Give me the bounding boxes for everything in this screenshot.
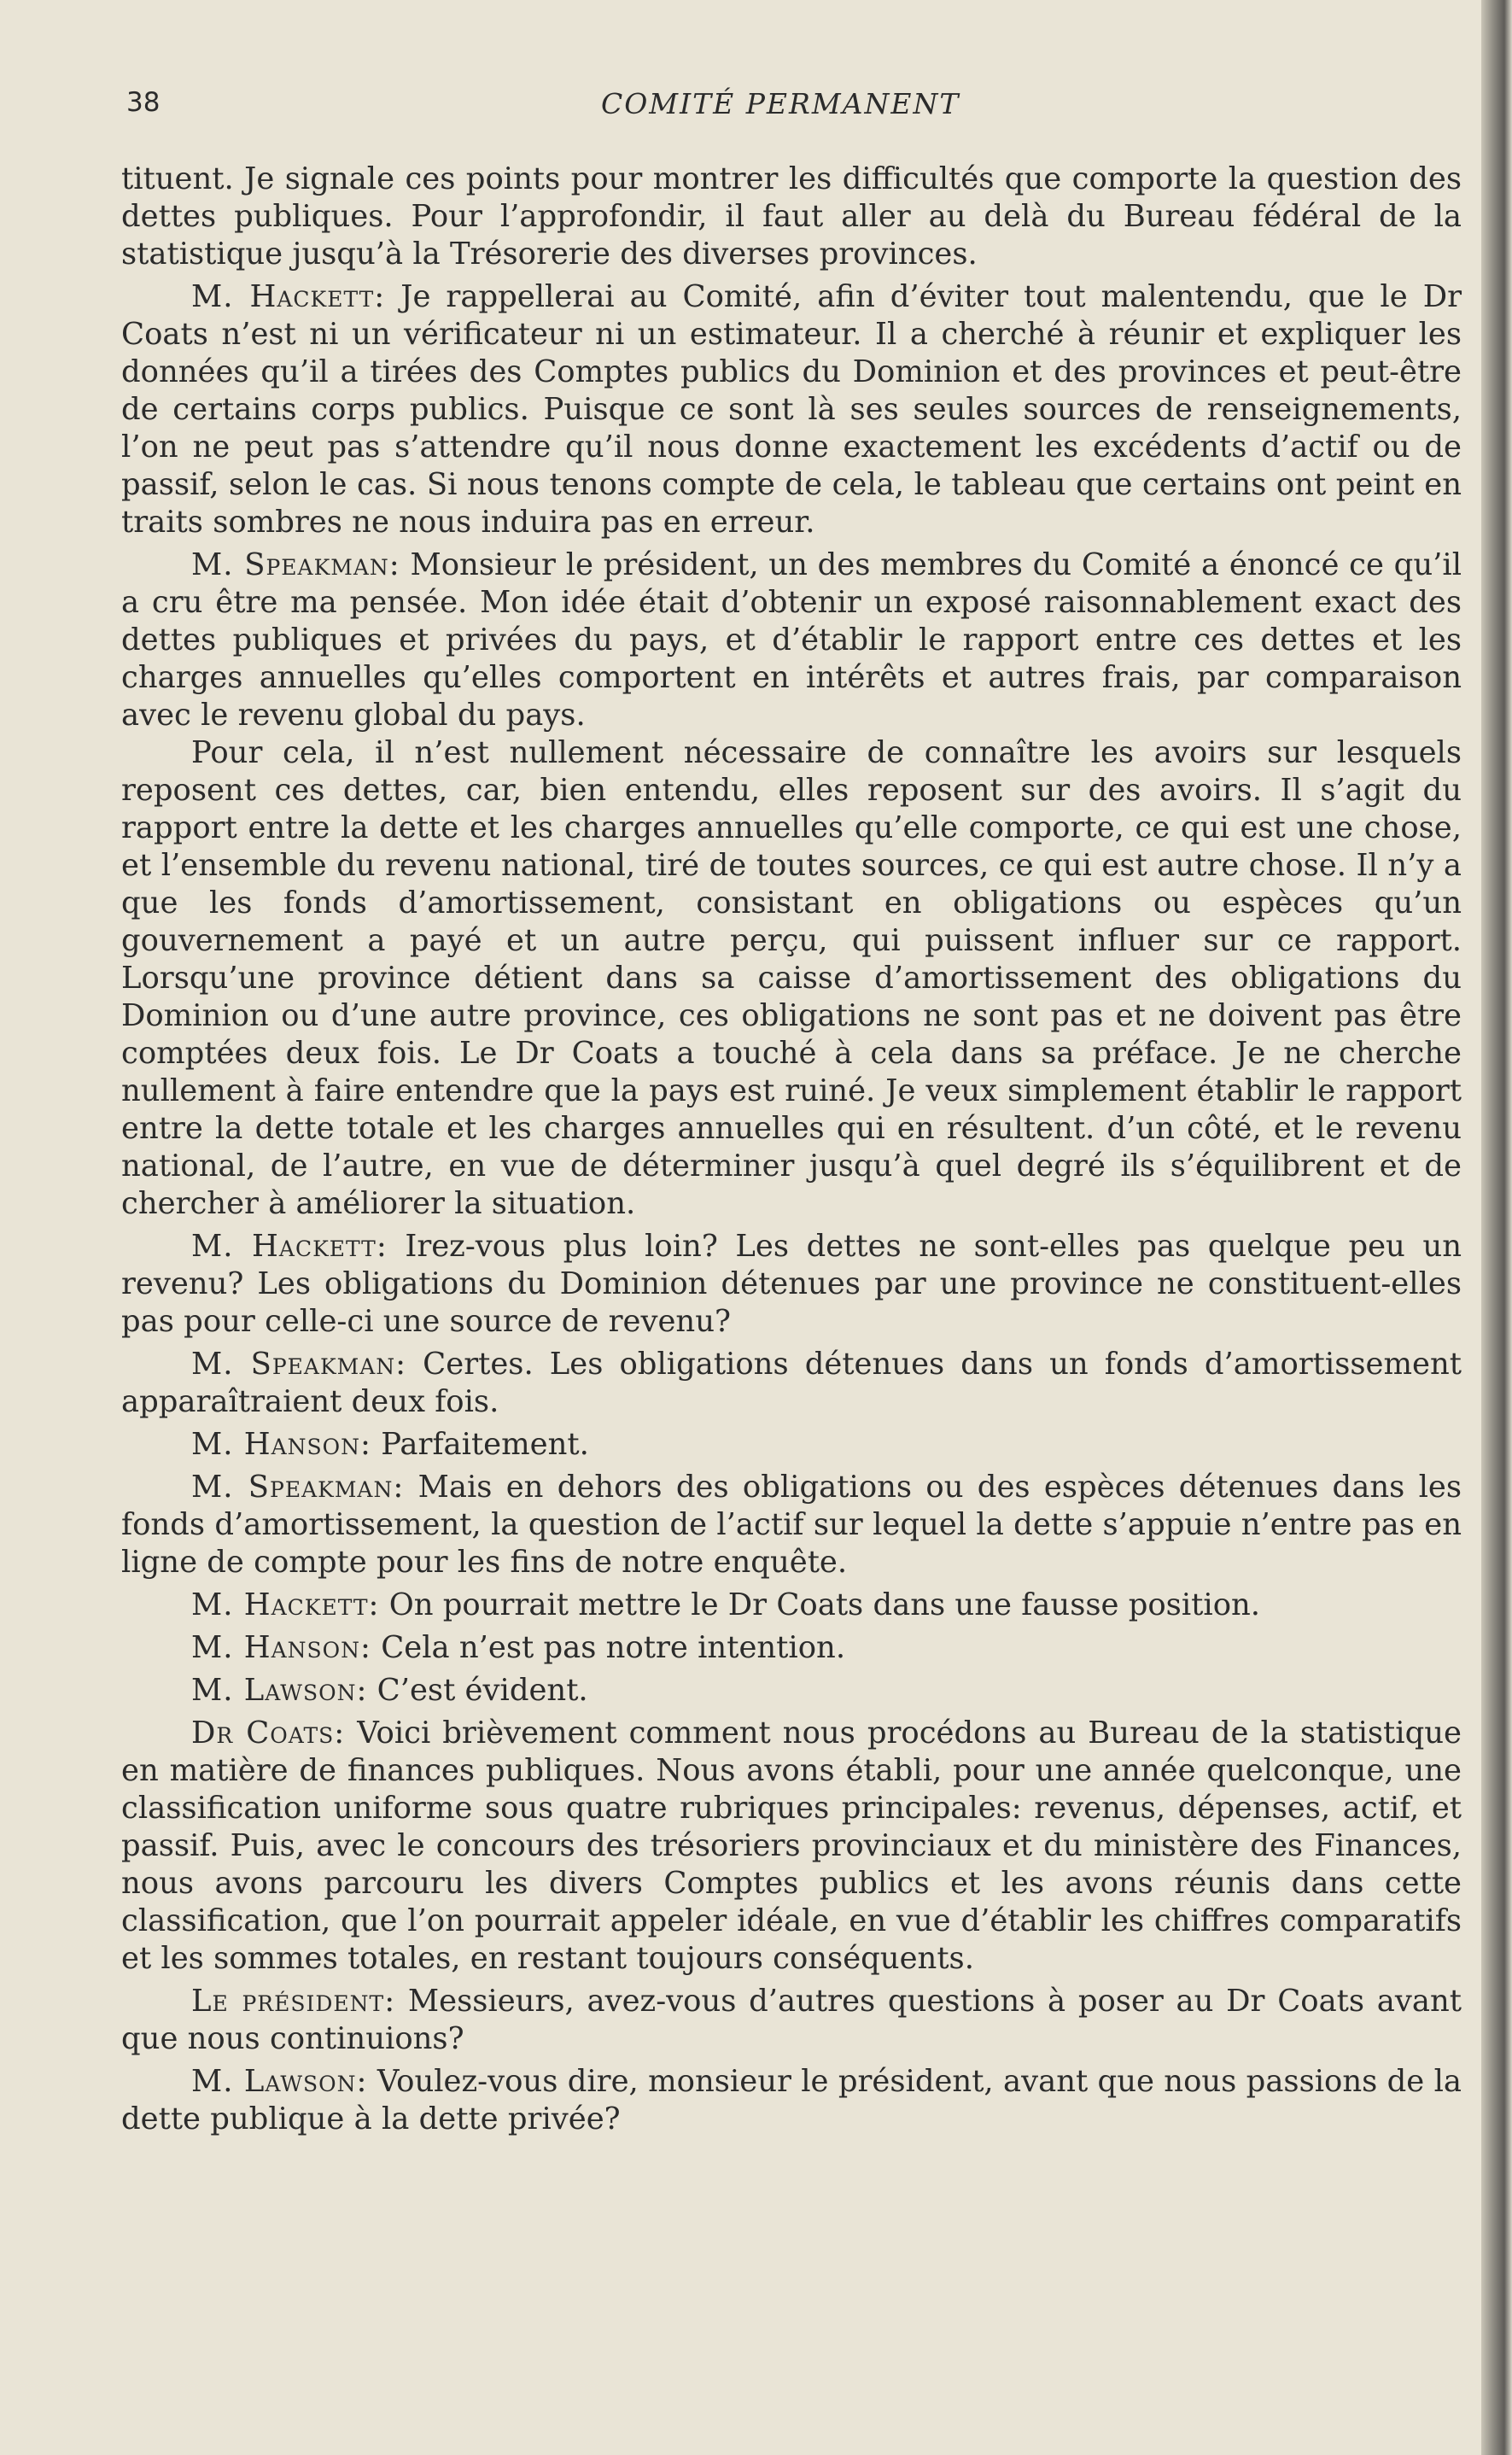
paragraph <box>121 2063 1462 2138</box>
speaker-name: M. Speakman: <box>191 547 400 582</box>
paragraph <box>121 1346 1462 1421</box>
paragraph <box>121 547 1462 734</box>
speaker-name: M. Speakman: <box>191 1347 407 1382</box>
paragraph-text: Voulez-vous dire, monsieur le président, avant que nous passions de la dette publique à la dette privée? <box>121 2064 1462 2136</box>
speaker-name: M. Hanson: <box>191 1630 371 1665</box>
speaker-name: M. Hanson: <box>191 1427 371 1462</box>
running-title: COMITÉ PERMANENT <box>601 87 960 120</box>
paragraph <box>121 1672 1462 1710</box>
transcript-body <box>121 161 1462 2138</box>
paragraph <box>121 161 1462 273</box>
paragraph <box>121 734 1462 1223</box>
paragraph-text: Monsieur le président, un des membres du Comité a énoncé ce qu’il a cru être ma pensée. Mon idée était d’obtenir un exposé raisonnablement exact des dettes publiques et privées du pays, et d’établir le rapport entre ces dettes et les charges annuelles qu’elles comportent en intérêts et autres frais, par comparaison avec le revenu global du pays. <box>121 547 1462 733</box>
paragraph <box>121 278 1462 541</box>
page-number: 38 <box>126 87 161 118</box>
paragraph <box>121 1469 1462 1581</box>
paragraph-text: Irez-vous plus loin? Les dettes ne sont-elles pas quelque peu un revenu? Les obligations du Dominion détenues par une province ne constituent-elles pas pour celle-ci une source de revenu? <box>121 1229 1462 1339</box>
speaker-name: Le président: <box>191 1984 396 2019</box>
paragraph <box>121 1983 1462 2058</box>
paragraph <box>121 1629 1462 1667</box>
paragraph-text: C’est évident. <box>377 1673 588 1708</box>
paragraph-text: Parfaitement. <box>381 1427 589 1462</box>
paragraph-text: Cela n’est pas notre intention. <box>381 1630 846 1665</box>
speaker-name: M. Hackett: <box>191 1229 388 1264</box>
paragraph-text: Messieurs, avez-vous d’autres questions à poser au Dr Coats avant que nous continuions? <box>121 1984 1462 2056</box>
speaker-name: Dr Coats: <box>191 1716 346 1751</box>
paragraph-text: Mais en dehors des obligations ou des espèces détenues dans les fonds d’amortissement, la question de l’actif sur lequel la dette s’appuie n’entre pas en ligne de compte pour les fins de notre enquête. <box>121 1470 1462 1580</box>
page-header <box>126 87 1458 128</box>
book-spine-shadow <box>1481 0 1512 2455</box>
paragraph <box>121 1228 1462 1341</box>
paragraph <box>121 1587 1462 1624</box>
speaker-name: M. Lawson: <box>191 2064 368 2099</box>
paragraph-text: Voici brièvement comment nous procédons au Bureau de la statistique en matière de finances publiques. Nous avons établi, pour une année quelconque, une classification uniforme sous quatre rubriques principales: revenus, dépenses, actif, et passif. Puis, avec le concours des trésoriers provinciaux et du ministère des Finances, nous avons parcouru les divers Comptes publics et les avons réunis dans cette classification, que l’on pourrait appeler idéale, en vue d’établir les chiffres comparatifs et les sommes totales, en restant toujours conséquents. <box>121 1716 1462 1976</box>
paragraph-text: On pourrait mettre le Dr Coats dans une fausse position. <box>388 1587 1261 1622</box>
speaker-name: M. Speakman: <box>191 1470 405 1505</box>
speaker-name: M. Hackett: <box>191 1587 380 1622</box>
paragraph-text: Certes. Les obligations détenues dans un fonds d’amortissement apparaîtraient deux fois. <box>121 1347 1462 1419</box>
paragraph <box>121 1426 1462 1464</box>
paragraph-text: Pour cela, il n’est nullement nécessaire de connaître les avoirs sur lesquels reposent ces dettes, car, bien entendu, elles reposent sur des avoirs. Il s’agit du rapport entre la dette et les charges annuelles qu’elle comporte, ce qui est une chose, et l’ensemble du revenu national, tiré de toutes sources, ce qui est autre chose. Il n’y a que les fonds d’amortissement, consistant en obligations ou espèces qu’un gouvernement a payé et un autre perçu, qui puissent influer sur ce rapport. Lorsqu’une province détient dans sa caisse d’amortissement des obligations du Dominion ou d’une autre province, ces obligations ne sont pas et ne doivent pas être comptées deux fois. Le Dr Coats a touché à cela dans sa préface. Je ne cherche nullement à faire entendre que la pays est ruiné. Je veux simplement établir le rapport entre la dette totale et les charges annuelles qui en résultent. d’un côté, et le revenu national, de l’autre, en vue de déterminer jusqu’à quel degré ils s’équilibrent et de chercher à améliorer la situation. <box>121 735 1462 1221</box>
paragraph-text: Je rappellerai au Comité, afin d’éviter tout malentendu, que le Dr Coats n’est ni un vérificateur ni un estimateur. Il a cherché à réunir et expliquer les données qu’il a tirées des Comptes publics du Dominion et des provinces et peut-être de certains corps publics. Puisque ce sont là ses seules sources de renseignements, l’on ne peut pas s’attendre qu’il nous donne exactement les excédents d’actif ou de passif, selon le cas. Si nous tenons compte de cela, le tableau que certains ont peint en traits sombres ne nous induira pas en erreur. <box>121 279 1462 540</box>
speaker-name: M. Lawson: <box>191 1673 368 1708</box>
paragraph <box>121 1715 1462 1978</box>
speaker-name: M. Hackett: <box>191 279 386 314</box>
paragraph-text: tituent. Je signale ces points pour montrer les difficultés que comporte la question des dettes publiques. Pour l’approfondir, il faut aller au delà du Bureau fédéral de la statistique jusqu’à la Trésorerie des diverses provinces. <box>121 161 1462 272</box>
